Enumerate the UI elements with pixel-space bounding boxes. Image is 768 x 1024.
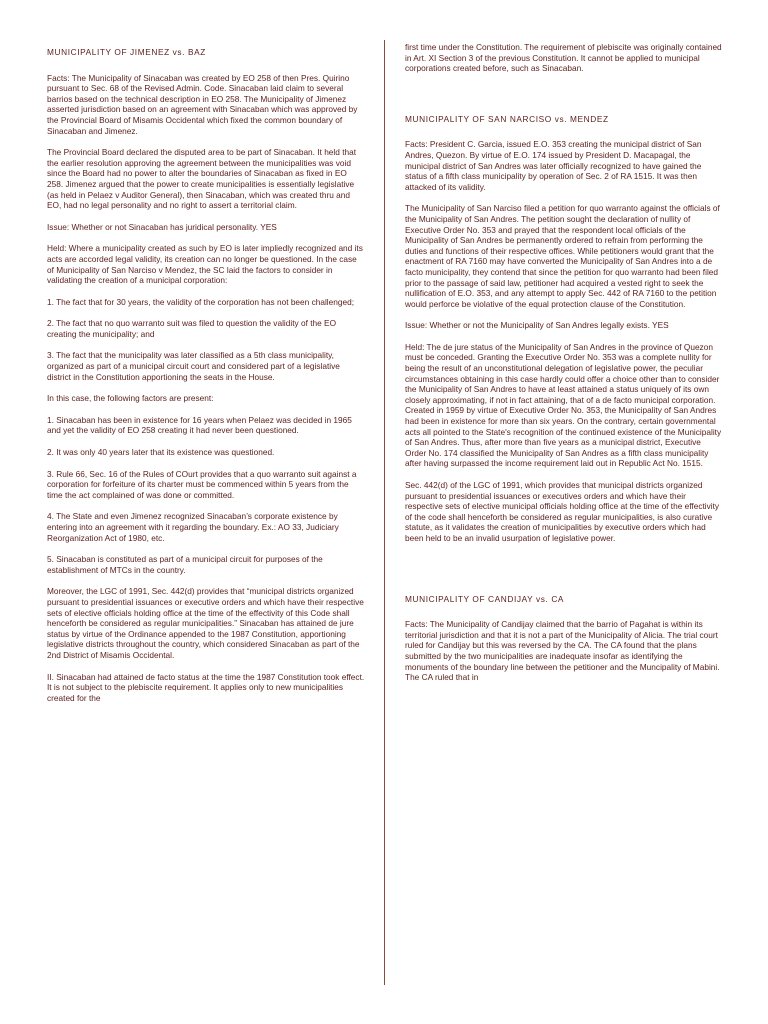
paragraph: Facts: The Municipality of Sinacaban was created by EO 258 of then Pres. Quirino pursuant to Sec. 68 of the Revised Admin. Code. Sinacaban laid claim to several barrios based on the technical description in EO 258. The Municipality of Jimenez asserted jurisdiction based on an agreement with Sinacaban which was approved by the Provincial Board of Misamis Occidental which fixed the common boundary of Sinacaban and Jimenez. (47, 72, 358, 136)
paragraph: Held: Where a municipality created as such by EO is later impliedly recognized and its acts are accorded legal validity, its creation can no longer be questioned. In the case of Municipality of San Narciso v Mendez, the SC laid the factors to consider in validating the creation of a municipal corporation: (47, 243, 363, 286)
paragraph: 1. The fact that for 30 years, the validity of the corporation has not been challenged; (47, 296, 355, 307)
paragraph: Held: The de jure status of the Municipality of San Andres in the province of Quezon must be conceded. Granting the Executive Order No. 353 was a complete nullity for being the result of an unconstitutional delegation of legislative power, the peculiar circumstances obtaining in this case hardly could offer a choice other than to consider the Municipality of San Andres to have at least attained a status uniquely of its own closely approximating, if not in fact attaining, that of a de facto municipal corporation. Created in 1959 by virtue of Executive Order No. 353, the Municipality of San Andres had been in existence for more than six years. On the contrary, certain governmental acts all pointed to the State's recognition of the continued existence of the Municipality of San Andres. Thus, after more than five years as a municipal district, Executive Order No. 174 classified the Municipality of San Andres as a fifth class municipality after having surpassed the income requirement laid out in Republic Act No. 1515. (405, 341, 722, 469)
paragraph: The Provincial Board declared the disputed area to be part of Sinacaban. It held that the earlier resolution approving the agreement between the municipalities was void since the Board had no power to alter the boundaries of Sinacaban as fixed in EO 258. Jimenez argued that the power to create municipalities is essentially legislative (as held in Pelaez v Auditor General), then Sinacaban, which was created thru and EO, had no legal personality and no right to assert a territorial claim. (47, 147, 357, 211)
paragraph: Facts: The Municipality of Candijay claimed that the barrio of Pagahat is within its territorial jurisdiction and that it is not a part of the Municipality of Alicia. The trial court ruled for Candijay but this was reversed by the CA. The CA found that the plans submitted by the two municipalities are inadequate insofar as identifying the monuments of the boundary line between the petitioner and the Muncipality of Mabini. The CA ruled that in (405, 619, 720, 683)
column-divider (384, 40, 385, 985)
paragraph: II. Sinacaban had attained de facto status at the time the 1987 Constitution took effect. It is not subject to the plebiscite requirement. It applies only to new municipalities created for the (47, 671, 365, 703)
paragraph: 2. It was only 40 years later that its existence was questioned. (47, 447, 275, 458)
paragraph: 5. Sinacaban is constituted as part of a municipal circuit for purposes of the establishment of MTCs in the country. (47, 554, 323, 575)
paragraph: Moreover, the LGC of 1991, Sec. 442(d) provides that “municipal districts organized pursuant to presidential issuances or executive orders and which have their respective sets of elective officials holding office at the time of the effectivity of this Code shall henceforth be considered as regular municipalities.” Sinacaban has attained de jure status by virtue of the Ordinance appended to the 1987 Constitution, apportioning legislative districts throughout the country, which considered Sinacaban as part of the 2nd District of Misamis Occidental. (47, 586, 364, 660)
paragraph: Issue: Whether or not the Municipality of San Andres legally exists. YES (405, 320, 669, 331)
case-heading-candijay-vs-ca: MUNICIPALITY OF CANDIJAY vs. CA (405, 593, 565, 604)
left-column (47, 42, 365, 714)
paragraph: Issue: Whether or not Sinacaban has juridical personality. YES (47, 221, 277, 232)
right-column (405, 42, 723, 694)
paragraph: Facts: President C. Garcia, issued E.O. 353 creating the municipal district of San Andres, Quezon. By virtue of E.O. 174 issued by President D. Macapagal, the municipal district of San Andres was later officially recognized to have gained the status of a fifth class municipality by operation of Sec. 2 of RA 1515. It was then attacked of its validity. (405, 139, 702, 192)
paragraph: Sec. 442(d) of the LGC of 1991, which provides that municipal districts organized pursuant to presidential issuances or executives orders and which have their respective sets of elective municipal officials holding office at the time of the effectivity of the code shall henceforth be considered as regular municipalities, is also curative statute, as it validates the creation of municipalities by executive orders which had been held to be an invalid usurpation of legislative power. (405, 480, 720, 543)
case-heading-jimenez-vs-baz: MUNICIPALITY OF JIMENEZ vs. BAZ (47, 47, 206, 57)
paragraph: 3. The fact that the municipality was later classified as a 5th class municipality, organized as part of a municipal circuit court and considered part of a legislative district in the Constitution apportioning the seats in the House. (47, 350, 340, 382)
paragraph: 2. The fact that no quo warranto suit was filed to question the validity of the EO creating the municipality; and (47, 318, 337, 339)
continued-paragraph: first time under the Constitution. The requirement of plebiscite was originally contained in Art. XI Section 3 of the previous Constitution. It cannot be applied to municipal corporations created before, such as Sinacaban. (405, 42, 722, 74)
paragraph: 4. The State and even Jimenez recognized Sinacaban’s corporate existence by entering into an agreement with it regarding the boundary. Ex.: AO 33, Judiciary Reorganization Act of 1980, etc. (47, 511, 339, 543)
paragraph: The Municipality of San Narciso filed a petition for quo warranto against the officials of the Municipality of San Andres. The petition sought the declaration of nullity of Executive Order No. 353 and prayed that the respondent local officials of the Municipality of San Andres be permanently ordered to refrain from performing the duties and functions of their respective offices. While petitioners would grant that the enactment of RA 7160 may have converted the Municipality of San Andres into a de facto municipality, they contend that since the petition for quo warranto had been filed prior to the passage of said law, petitioner had acquired a vested right to seek the nullification of E.O. 353, and any attempt to apply Sec. 442 of RA 7160 to the petition would perforce be violative of the equal protection clause of the Constitution. (405, 203, 720, 309)
paragraph: In this case, the following factors are present: (47, 393, 214, 404)
paragraph: 1. Sinacaban has been in existence for 16 years when Pelaez was decided in 1965 and yet the validity of EO 258 creating it had never been questioned. (47, 414, 352, 436)
case-heading-san-narciso-vs-mendez: MUNICIPALITY OF SAN NARCISO vs. MENDEZ (405, 113, 609, 124)
paragraph: 3. Rule 66, Sec. 16 of the Rules of COurt provides that a quo warranto suit against a corporation for forfeiture of its charter must be commenced within 5 years from the time the act complained of was done or committed. (47, 468, 357, 500)
